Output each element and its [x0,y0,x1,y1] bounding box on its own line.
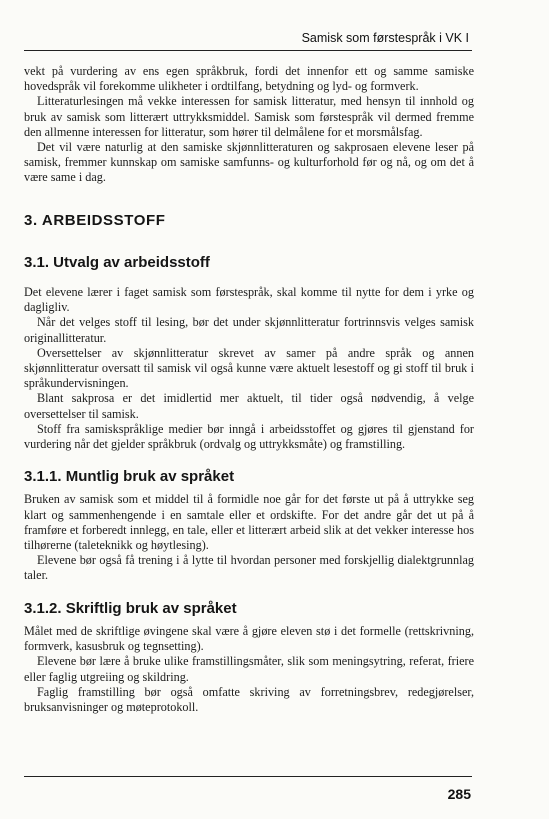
footer-rule [24,776,472,777]
page-number: 285 [447,786,471,802]
subsection-heading: 3.1.2. Skriftlig bruk av språket [24,599,237,617]
section-heading: 3.1. Utvalg av arbeidsstoff [24,253,210,271]
header-rule [24,50,472,51]
body-paragraph: vekt på vurdering av ens egen språkbruk, fordi det innenfor ett og samme samiske hovedspråk vil forekomme ulikheter i ordtilfang, betydning og lyd- og formverk. [24,64,474,94]
running-header: Samisk som førstespråk i VK I [301,31,469,45]
body-paragraph: Det elevene lærer i faget samisk som førstespråk, skal komme til nytte for dem i yrke og dagligliv. [24,285,474,315]
body-paragraph: Litteraturlesingen må vekke interessen for samisk litteratur, med hensyn til innhold og bruk av samisk som litterært uttrykksmiddel. Samisk som førstespråk vil dermed fremme den allmenne interessen for litteratur, som hører til delmålene for et morsmålsfag. [24,94,474,139]
body-paragraph: Bruken av samisk som et middel til å formidle noe går for det første ut på å uttrykke seg klart og sammenhengende i en samtale eller et ordskifte. For det andre går det ut på å framføre et forberedt innlegg, en tale, eller et litterært arbeid slik at det vekker interesse hos tilhørerne (taleteknikk og høytlesing). [24,492,474,553]
body-paragraph: Faglig framstilling bør også omfatte skriving av forretningsbrev, redegjørelser, bruksanvisninger og møteprotokoll. [24,684,474,714]
subsection-heading: 3.1.1. Muntlig bruk av språket [24,468,235,486]
page-body [24,64,474,715]
body-paragraph: Målet med de skriftlige øvingene skal være å gjøre eleven stø i det formelle (rettskrivning, formverk, kasusbruk og tegnsetting). [24,623,474,654]
body-paragraph: Elevene bør lære å bruke ulike framstillingsmåter, slik som meningsytring, referat, friere eller faglig utgreiing og skildring. [24,654,474,684]
body-paragraph: Elevene bør også få trening i å lytte til hvordan personer med forskjellig dialektgrunnlag taler. [24,553,474,583]
body-paragraph: Det vil være naturlig at den samiske skjønnlitteraturen og sakprosaen elevene leser på samisk, fremmer kunnskap om samiske samfunns- og kulturforhold før og nå, og om det å være same i dag. [24,140,474,185]
body-paragraph: Når det velges stoff til lesing, bør det under skjønnlitteratur fortrinnsvis velges samisk originallitteratur. [24,315,474,345]
body-paragraph: Blant sakprosa er det imidlertid mer aktuelt, til tider også nødvendig, å velge oversettelser til samisk. [24,391,474,421]
body-paragraph: Oversettelser av skjønnlitteratur skrevet av samer på andre språk og annen skjønnlitteratur oversatt til samisk vil også kunne være aktuelt lesestoff og gi stoff til bruk i språkundervisningen. [24,345,474,391]
body-paragraph: Stoff fra samiskspråklige medier bør inngå i arbeidsstoffet og gjøres til gjenstand for vurdering når det gjelder språkbruk (ordvalg og uttrykksmåte) og framstilling. [24,421,474,452]
chapter-heading: 3. ARBEIDSSTOFF [24,211,166,229]
